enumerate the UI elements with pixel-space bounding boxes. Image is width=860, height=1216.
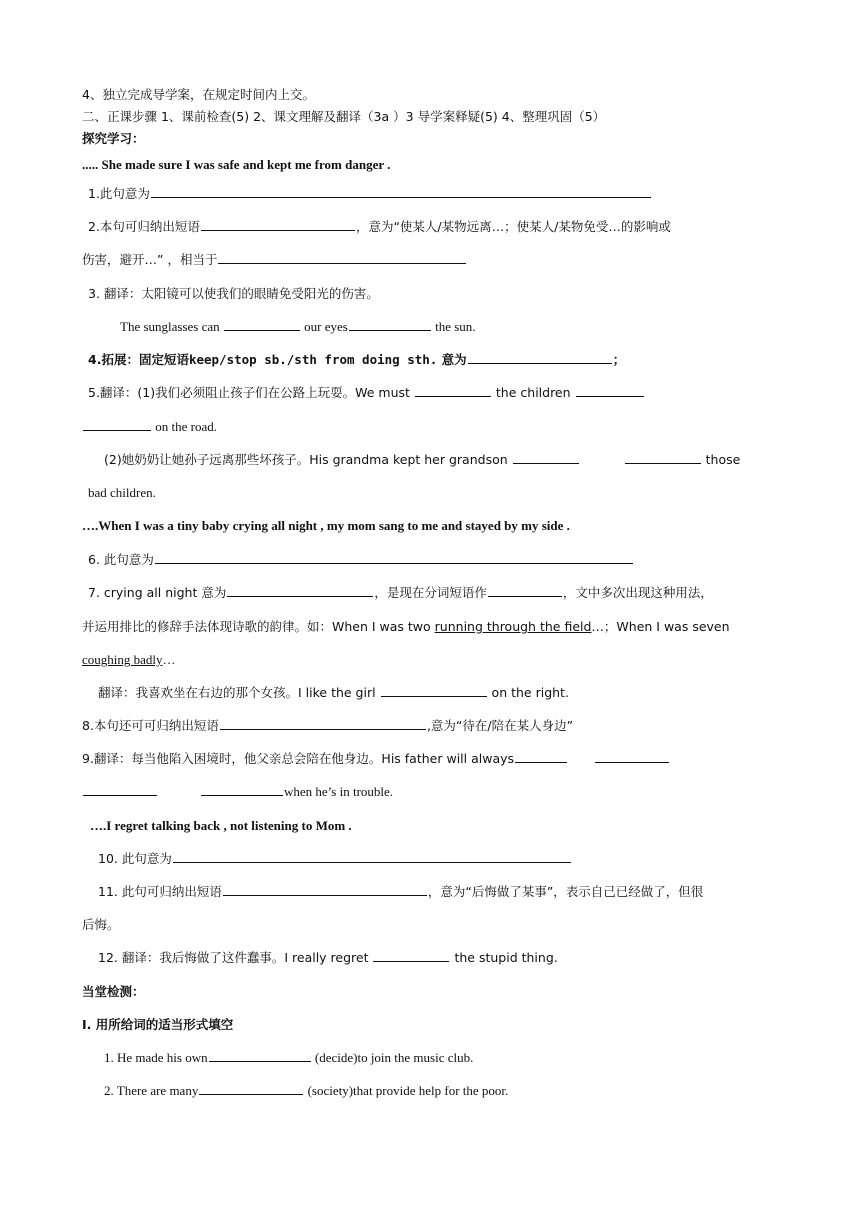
instruction-line-4: 4、独立完成导学案，在规定时间内上交。 (82, 87, 315, 102)
q8-part-a: 8.本句还可可归纳出短语 (82, 718, 219, 733)
q9-part-b: when he’s in trouble. (284, 784, 394, 799)
check-title: 当堂检测： (82, 984, 145, 999)
q11-part-a: 11. 此句可归纳出短语 (98, 884, 222, 899)
q12-part-b: the stupid thing. (454, 950, 558, 965)
question-4 (88, 351, 625, 369)
question-10 (98, 850, 572, 868)
q11-part-b: ，意为“后悔做了某事”，表示自己已经做了，但很 (427, 884, 704, 899)
q7-example-2: coughing badly (82, 652, 163, 667)
ex2-part-a: 2. There are many (104, 1083, 199, 1098)
key-sentence-2: ….When I was a tiny baby crying all night , my mom sang to me and stayed by my side . (82, 518, 570, 533)
answer-blank[interactable] (595, 750, 669, 763)
answer-blank[interactable] (468, 351, 612, 364)
answer-blank[interactable] (151, 185, 651, 198)
q4-meaning: 意为 (441, 352, 467, 367)
question-2 (88, 218, 671, 236)
question-3: 3. 翻译：太阳镜可以使我们的眼睛免受阳光的伤害。 (88, 286, 379, 301)
q7-part-d: 并运用排比的修辞手法体现诗歌的韵律。如：When I was two (82, 619, 431, 634)
question-2-cont (82, 251, 467, 269)
lesson-steps: 二、正课步骤 1、课前检查(5) 2、课文理解及翻译（3a ）3 导学案释疑(5) 4、整理巩固（5） (82, 109, 606, 124)
answer-blank[interactable] (415, 384, 491, 397)
q8-part-b: ,意为“待在/陪在某人身边” (426, 718, 574, 733)
answer-blank[interactable] (381, 684, 487, 697)
question-1-label: 1.此句意为 (88, 186, 150, 201)
q7-part-b: ，是现在分词短语作 (374, 585, 487, 600)
answer-blank[interactable] (513, 451, 579, 464)
answer-blank[interactable] (220, 717, 426, 730)
check-subtitle: Ⅰ. 用所给词的适当形式填空 (82, 1017, 234, 1032)
q7-part-a: 7. crying all night 意为 (88, 585, 227, 600)
question-5-2 (104, 451, 740, 469)
question-9-cont (82, 783, 393, 801)
question-2-text: ，意为“使某人/某物远离…；使某人/某物免受…的影响或 (355, 219, 671, 234)
question-10-label: 10. 此句意为 (98, 851, 172, 866)
ex1-part-a: 1. He made his own (104, 1050, 208, 1065)
answer-blank[interactable] (373, 949, 449, 962)
q5-part-a: 5.翻译：(1)我们必须阻止孩子们在公路上玩耍。We must (88, 385, 410, 400)
question-6-label: 6. 此句意为 (88, 552, 154, 567)
answer-blank[interactable] (173, 850, 571, 863)
q9-part-a: 9.翻译：每当他陷入困境时，他父亲总会陪在他身边。His father will always (82, 751, 515, 766)
q4-end: ； (612, 352, 626, 367)
answer-blank[interactable] (218, 251, 466, 264)
question-9 (82, 750, 670, 768)
explore-title: 探究学习： (82, 131, 145, 146)
question-3-sentence (120, 318, 476, 336)
key-sentence-1: ..... She made sure I was safe and kept me from danger . (82, 157, 391, 172)
q3-part-c: the sun. (435, 319, 476, 334)
question-5-cont (82, 418, 217, 436)
q5-part-e: those (705, 452, 741, 467)
q4-label: 4.拓展：固定短语 (88, 352, 189, 367)
q7-part-i: 翻译：我喜欢坐在右边的那个女孩。I like the girl (98, 685, 376, 700)
q5-part-c: on the road. (155, 419, 217, 434)
answer-blank[interactable] (349, 318, 431, 331)
ex1-part-b: (decide)to join the music club. (314, 1050, 474, 1065)
exercise-2 (104, 1082, 508, 1100)
q7-part-f: …；When I was seven (591, 619, 730, 634)
answer-blank[interactable] (223, 883, 427, 896)
question-5 (88, 384, 645, 402)
question-7-example-2 (82, 651, 176, 669)
answer-blank[interactable] (201, 783, 283, 796)
answer-blank[interactable] (83, 418, 151, 431)
answer-blank[interactable] (83, 783, 157, 796)
question-7-cont (82, 618, 730, 636)
question-2-label: 2.本句可归纳出短语 (88, 219, 200, 234)
question-11-cont: 后悔。 (82, 917, 120, 932)
answer-blank[interactable] (227, 584, 373, 597)
q3-part-b: our eyes (304, 319, 348, 334)
q3-part-a: The sunglasses can (120, 319, 220, 334)
key-sentence-3: ….I regret talking back , not listening to Mom . (90, 818, 352, 833)
question-7 (88, 584, 713, 602)
q7-ellipsis: … (162, 652, 176, 667)
q5-part-d: (2)她奶奶让她孙子远离那些坏孩子。His grandma kept her grandson (104, 452, 508, 467)
ex2-part-b: (society)that provide help for the poor. (307, 1083, 509, 1098)
answer-blank[interactable] (515, 750, 567, 763)
answer-blank[interactable] (209, 1049, 311, 1062)
question-2-text-cont: 伤害，避开…” ，相当于 (82, 252, 218, 267)
q12-part-a: 12. 翻译：我后悔做了这件蠢事。I really regret (98, 950, 369, 965)
question-11 (98, 883, 703, 901)
q4-phrase: keep/stop sb./sth from doing sth. (188, 352, 438, 367)
answer-blank[interactable] (488, 584, 562, 597)
question-6 (88, 551, 634, 569)
question-12 (98, 949, 558, 967)
answer-blank[interactable] (625, 451, 701, 464)
exercise-1 (104, 1049, 473, 1067)
question-7-translate (98, 684, 569, 702)
question-1 (88, 185, 652, 203)
q7-example-1: running through the field (434, 619, 592, 634)
question-5-2-cont: bad children. (88, 485, 156, 500)
answer-blank[interactable] (201, 218, 355, 231)
q7-part-j: on the right. (491, 685, 569, 700)
answer-blank[interactable] (576, 384, 644, 397)
answer-blank[interactable] (224, 318, 300, 331)
question-8 (82, 717, 573, 735)
q7-part-c: ，文中多次出现这种用法， (562, 585, 713, 600)
answer-blank[interactable] (155, 551, 633, 564)
answer-blank[interactable] (199, 1082, 303, 1095)
q5-part-b: the children (495, 385, 571, 400)
